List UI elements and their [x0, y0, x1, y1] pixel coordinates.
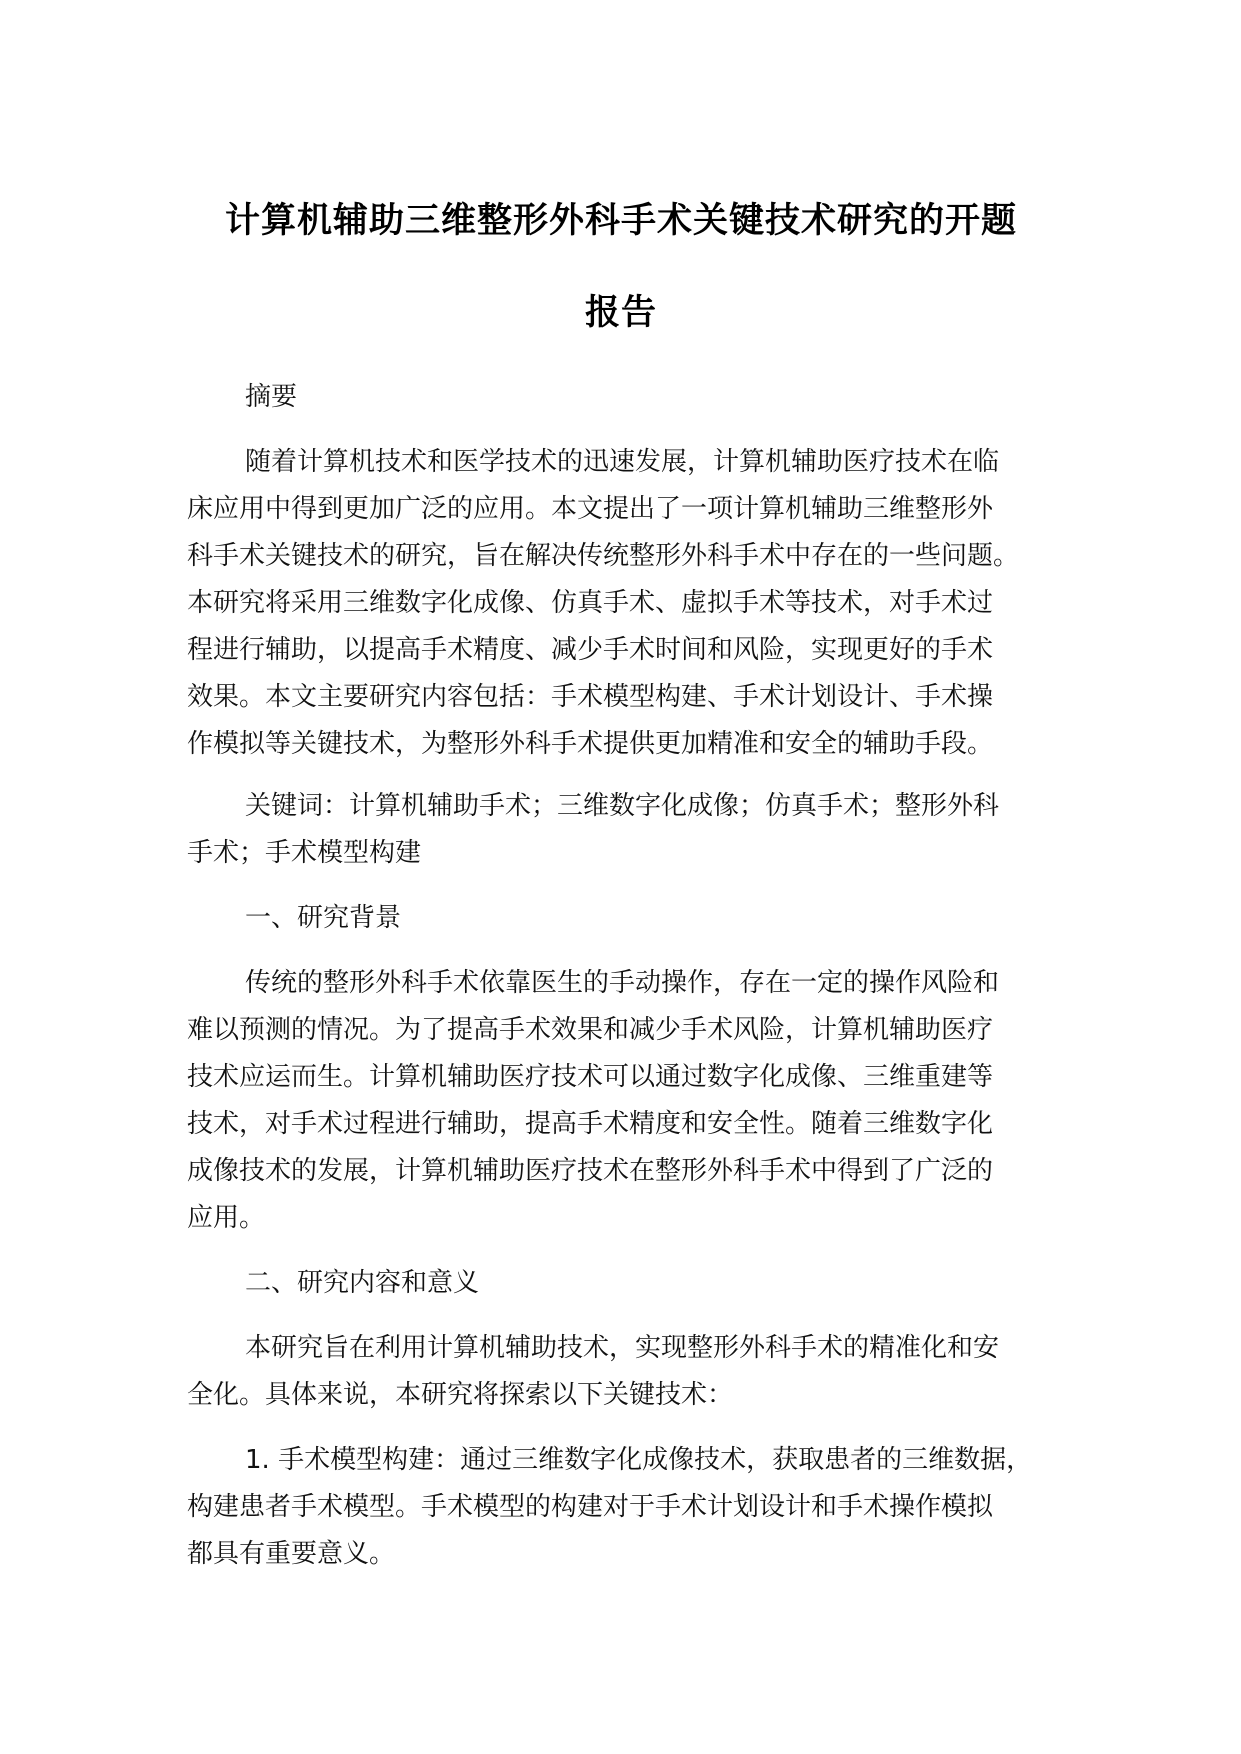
section-1-line: 成像技术的发展，计算机辅助医疗技术在整形外科手术中得到了广泛的 [187, 1156, 994, 1186]
abstract-line: 程进行辅助，以提高手术精度、减少手术时间和风险，实现更好的手术 [187, 635, 994, 665]
abstract-heading: 摘要 [245, 382, 298, 412]
title-line-2: 报告 [584, 293, 657, 333]
abstract-line: 科手术关键技术的研究，旨在解决传统整形外科手术中存在的一些问题。 [187, 541, 1020, 571]
abstract-line: 效果。本文主要研究内容包括：手术模型构建、手术计划设计、手术操 [187, 682, 994, 712]
section-1-line: 应用。 [187, 1203, 266, 1233]
abstract-line: 床应用中得到更加广泛的应用。本文提出了一项计算机辅助三维整形外 [187, 494, 994, 524]
list-item-1 [187, 1437, 1087, 1578]
keywords-line: 关键词：计算机辅助手术；三维数字化成像；仿真手术；整形外科 [245, 791, 1000, 821]
section-1-line: 难以预测的情况。为了提高手术效果和减少手术风险，计算机辅助医疗 [187, 1015, 994, 1045]
list-item-line: 都具有重要意义。 [187, 1539, 396, 1569]
section-2-line: 全化。具体来说，本研究将探索以下关键技术： [187, 1380, 734, 1410]
abstract-line: 本研究将采用三维数字化成像、仿真手术、虚拟手术等技术，对手术过 [187, 588, 994, 618]
section-2-paragraph [187, 1325, 1087, 1419]
document-body [187, 374, 1087, 1578]
list-item-line: 构建患者手术模型。手术模型的构建对于手术计划设计和手术操作模拟 [187, 1492, 994, 1522]
keywords-paragraph [187, 783, 1087, 877]
section-1-paragraph [187, 960, 1087, 1242]
abstract-paragraph [187, 439, 1087, 768]
section-1-line: 技术，对手术过程进行辅助，提高手术精度和安全性。随着三维数字化 [187, 1109, 994, 1139]
title-line-1: 计算机辅助三维整形外科手术关键技术研究的开题 [224, 201, 1017, 241]
abstract-line: 作模拟等关键技术，为整形外科手术提供更加精准和安全的辅助手段。 [187, 729, 994, 759]
keywords-line: 手术；手术模型构建 [187, 838, 422, 868]
section-2-line: 本研究旨在利用计算机辅助技术，实现整形外科手术的精准化和安 [245, 1333, 1000, 1363]
section-1-line: 传统的整形外科手术依靠医生的手动操作，存在一定的操作风险和 [245, 968, 1000, 998]
section-1-line: 技术应运而生。计算机辅助医疗技术可以通过数字化成像、三维重建等 [187, 1062, 994, 1092]
section-2-heading: 二、研究内容和意义 [245, 1268, 480, 1298]
document-title [186, 175, 1056, 359]
section-1-heading: 一、研究背景 [245, 903, 402, 933]
abstract-line: 随着计算机技术和医学技术的迅速发展，计算机辅助医疗技术在临 [245, 447, 1000, 477]
list-item-line: 1. 手术模型构建：通过三维数字化成像技术，获取患者的三维数据， [245, 1445, 1033, 1475]
